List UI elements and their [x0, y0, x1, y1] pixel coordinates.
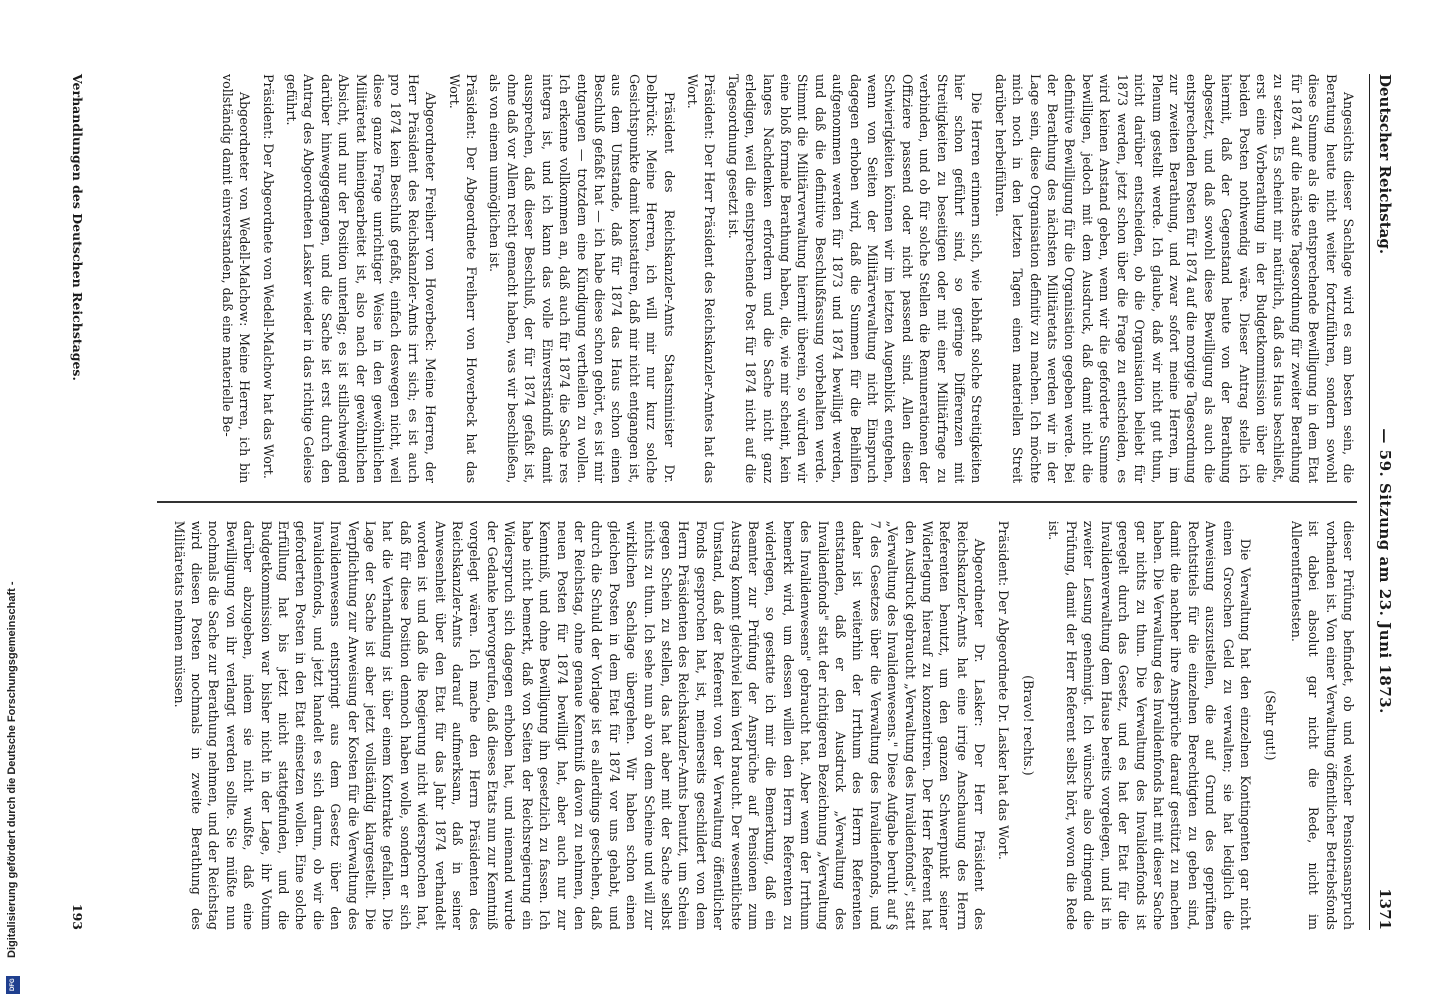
speaker-paragraph: Präsident: Der Abgeordnete Freiherr von Hoverbeck hat das Wort. [446, 74, 480, 484]
column-divider [157, 501, 1357, 503]
text-paragraph: dieser Prüfung befindet, ob und welcher Pensionsanspruch vorhanden ist. Von einer Verwaltung öffentlicher Betriebsfonds ist dabei absolut gar nicht die Rede, nicht im Allerentferntesten. [1288, 520, 1356, 930]
watermark-text: Digitalisierung gefördert durch die Deutsche Forschungsgemeinschaft - [6, 581, 18, 958]
column-left [157, 74, 1357, 483]
header-left: Deutscher Reichstag. [1376, 74, 1394, 255]
text-paragraph: Abgeordneter Freiherr von Hoverbeck: Meine Herren, der Herr Präsident des Reichskanzler-Amts irrt sich; es ist auch pro 1874 kein Beschluß gefaßt, einfach deswegen nicht, weil diese ganze Frage unrichtiger Weise in den gewöhnlichen Militäretat hineingearbeitet ist, also nach der gewöhnlichen Absicht, und nur der Position unterlag; es ist stillschweigend darüber hinweggegangen, und die Sache ist erst durch den Antrag des Abgeordneten Lasker wieder in das richtige Geleise geführt. [284, 74, 439, 484]
column-right [157, 521, 1357, 930]
page-number: 1371 [1376, 888, 1394, 930]
page-footer [70, 74, 85, 930]
text-paragraph: Die Herren erinnern sich, wie lebhaft solche Streitigkeiten hier schon geführt sind, so geringe Differenzen mit Streitigkeiten zu beseitigen oder mit einer Militärfrage zu verbinden, und ob für solche Stellen die Remunerationen der Offiziere passend oder nicht passend sind. Allen diesen Schwierigkeiten können wir im letzten Augenblick entgehen, wenn von Seiten der Militärverwaltung nicht Einspruch dagegen erhoben wird, daß die Summen für die Beihilfen aufgenommen werden für 1873 und 1874 bewilligt werden, und daß die definitive Beschlußfassung vorbehalten werde. Stimmt die Militärverwaltung hiermit überein, so würden wir eine bloß formale Berathung haben, die, wie mir scheint, kein langes Nachdenken erfordern und die Sache nicht ganz erledigen, weil die entsprechende Post für 1874 nicht auf die Tagesordnung gesetzt ist. [725, 74, 985, 484]
speaker-paragraph: Präsident: Der Abgeordnete von Wedell-Malchow hat das Wort. [260, 74, 276, 479]
text-paragraph: Präsident des Reichskanzler-Amts Staatsminister Dr. Delbrück: Meine Herren, ich will mir nur kurz solche Gesichtspunkte damit konstatiren, daß mir nicht entgangen ist, aus dem Umstande, daß für 1874 das Haus schon einen Beschluß gefaßt hat — ich habe diese schon gehört, es ist mir entgangen — trotzdem eine Kündigung vertheilen zu wollen. Ich erkenne vollkommen an, daß auch für 1874 die Sache res integra ist, und ich kann das volle Einverständniß damit aussprechen, daß dieser Beschluß, der für 1874 gefaßt ist, ohne daß vor Allem recht gemacht haben, was wir beschließen, als von einem unmöglichen ist. [487, 74, 677, 484]
footer-page-number: 193 [70, 903, 85, 930]
speaker-paragraph: Präsident: Der Herr Präsident des Reichskanzler-Amtes hat das Wort. [684, 74, 718, 484]
digitization-watermark [0, 0, 26, 1000]
text-paragraph: Die Verwaltung hat den einzelnen Kontingenten gar nicht einen Groschen Geld zu verwalten; sie hat lediglich die Anweisung auszustellen, die auf Grund des geprüften Rechtstitels für die einzelnen Berechtigten zu geben sind, damit die nachher ihre Ansprüche darauf gestützt zu machen haben. Die Verwaltung des Invalidenfonds hat mit dieser Sache gar nichts zu thun. Die Verwaltung des Invalidenfonds ist geregelt durch das Gesetz, und es hat der Etat für die Invalidenverwaltung dem Hause bereits vorgelegen, und ist in zweiter Lesung genehmigt. Ich wünsche also dringend die Prüfung, damit der Herr Referent selbst hört, wovon die Rede ist. [1046, 520, 1253, 930]
text-paragraph: (Bravo! rechts.) [1021, 675, 1037, 776]
dfg-logo: DFG [6, 976, 20, 994]
header-center: — 59. Sitzung am 23. Juni 1873. [1376, 428, 1394, 714]
text-paragraph: (Sehr gut!) [1263, 690, 1279, 761]
text-paragraph: Angesichts dieser Sachlage wird es am besten sein, die Beratung heute nicht weiter fortzuführen, sondern sowohl diese Summe als die entsprechende Bewilligung in dem Etat für 1874 auf die nächste Tagesordnung für zweiter Berathung zu setzen. Es scheint mir natürlich, daß das Haus beschließt, erst eine Vorberathung in der Budgetkommission über die beiden Posten nothwendig wäre. Dieser Antrag stelle ich hiermit, daß der Gegenstand heute von der Berathung abgesetzt, und daß sowohl diese Bewilligung als auch die entsprechenden Posten für 1874 auf die morgige Tagesordnung zur zweiten Berathung, und zwar sofort meine Herren, im Plenum gestellt werde. Ich glaube, daß wir nicht gut thun, nicht darüber entscheiden, ob die Organisation beliebt für 1873 werden, jetzt schon über die Frage zu entscheiden, es wird keinen Anstand geben, wenn wir die geforderte Summe bewilligen, jedoch mit dem Ausdruck, daß damit nicht die definitive Bewilligung für die Organisation gegeben werde. Bei der Berathung des nächsten Militäretats werden wir in der Lage sein, diese Organisation definitiv zu machen. Ich möchte mich noch in den letzten Tagen einen materiellen Streit darüber herbeiführen. [992, 74, 1356, 484]
page-header [1369, 74, 1394, 930]
text-paragraph: Abgeordneter von Wedell-Malchow: Meine Herren, ich bin vollständig damit einverstanden, daß eine materielle Be- [219, 74, 253, 484]
speaker-paragraph: Präsident: Der Abgeordnete Dr. Lasker hat das Wort. [995, 520, 1011, 860]
text-paragraph: Abgeordneter Dr. Lasker: Der Herr Präsident des Reichskanzler-Amts hat eine irrige Anschauung des Herrn Referenten benutzt, um den ganzen Schwerpunkt seiner Widerlegung hierauf zu konzentriren. Der Herr Referent hat den Ausdruck gebraucht „Verwaltung des Invalidenfonds", statt „Verwaltung des Invalidenwesens." Diese Aufgabe beruht auf § 7 des Gesetzes über die Verwaltung des Invalidenfonds, und daher ist weiterhin der Irrthum des Herrn Referenten entstanden, daß er den Ausdruck „Verwaltung des Invalidenfonds" statt der richtigeren Bezeichnung „Verwaltung des Invalidenwesens" gebraucht hat. Aber wenn der Irrthum bemerkt wird, um dessen willen den Herrn Referenten zu widerlegen, so gestatte ich mir die Bemerkung, daß ein Beamter zur Prüfung der Ansprüche auf Pensionen zum Austrag kommt gleichviel kein Verd braucht. Der wesentlichste Umstand, daß der Referent von der Verwaltung öffentlicher Fonds gesprochen hat, ist, meinerseits geschildert von dem Herrn Präsidenten des Reichskanzler-Amts benutzt, um Schein gegen Schein zu stellen, das hat aber mit der Sache selbst nichts zu thun. Ich sehe nun ab von dem Scheine und will zur wirklichen Sachlage übergehen. Wir haben schon einen gleichen Posten in dem Etat für 1874 vor uns gehabt, und durch die Schuld der Vorlage ist es allerdings geschehen, daß der Reichstag, ohne genaue Kenntniß davon zu nehmen, den neuen Posten für 1874 bewilligt hat, aber auch nur zur Kenntniß, und ohne Bewilligung ihn gesetzlich zu fassen. Ich habe nicht bemerkt, daß von Seiten der Reichsregierung ein Widerspruch sich dagegen erhoben hat, und niemand wurde der Gedanke hervorgerufen, daß dieses Etats nun zur Kenntniß vorgelegt wären. Ich mache den Herrn Präsidenten des Reichskanzler-Amts darauf aufmerksam, daß in seiner Anwesenheit über den Etat für das Jahr 1874 verhandelt worden ist und daß die Regierung nicht widersprochen hat, daß für diese Position dennoch haben wolle, sondern er sich hat die Verhandlung ist über einem Kontrakte gefallen. Die Lage der Sache ist aber jetzt vollständig klargestellt. Die Verpflichtung zur Anweisung der Kosten für die Verwaltung des Invalidenwesens entspringt aus dem Gesetz über den Invalidenfonds, und jetzt handelt es sich darum, ob wir die geforderten Posten in den Etat einsetzen wollen. Eine solche Erfüllung hat bis jetzt nicht stattgefunden, und die Budgetkommission war bisher nicht in der Lage, ihr Votum darüber abzugeben, indem sie nicht wußte, daß eine Bewilligung von ihr verlangt werden sollte. Sie müßte nun nochmals die Sache zur Berathung nehmen, und der Reichstag wird diesen Posten nochmals in zweite Berathung des Militäretats nehmen müssen. [171, 520, 988, 930]
text-columns [157, 74, 1357, 930]
footer-title: Verhandlungen des Deutschen Reichstages. [70, 74, 85, 381]
